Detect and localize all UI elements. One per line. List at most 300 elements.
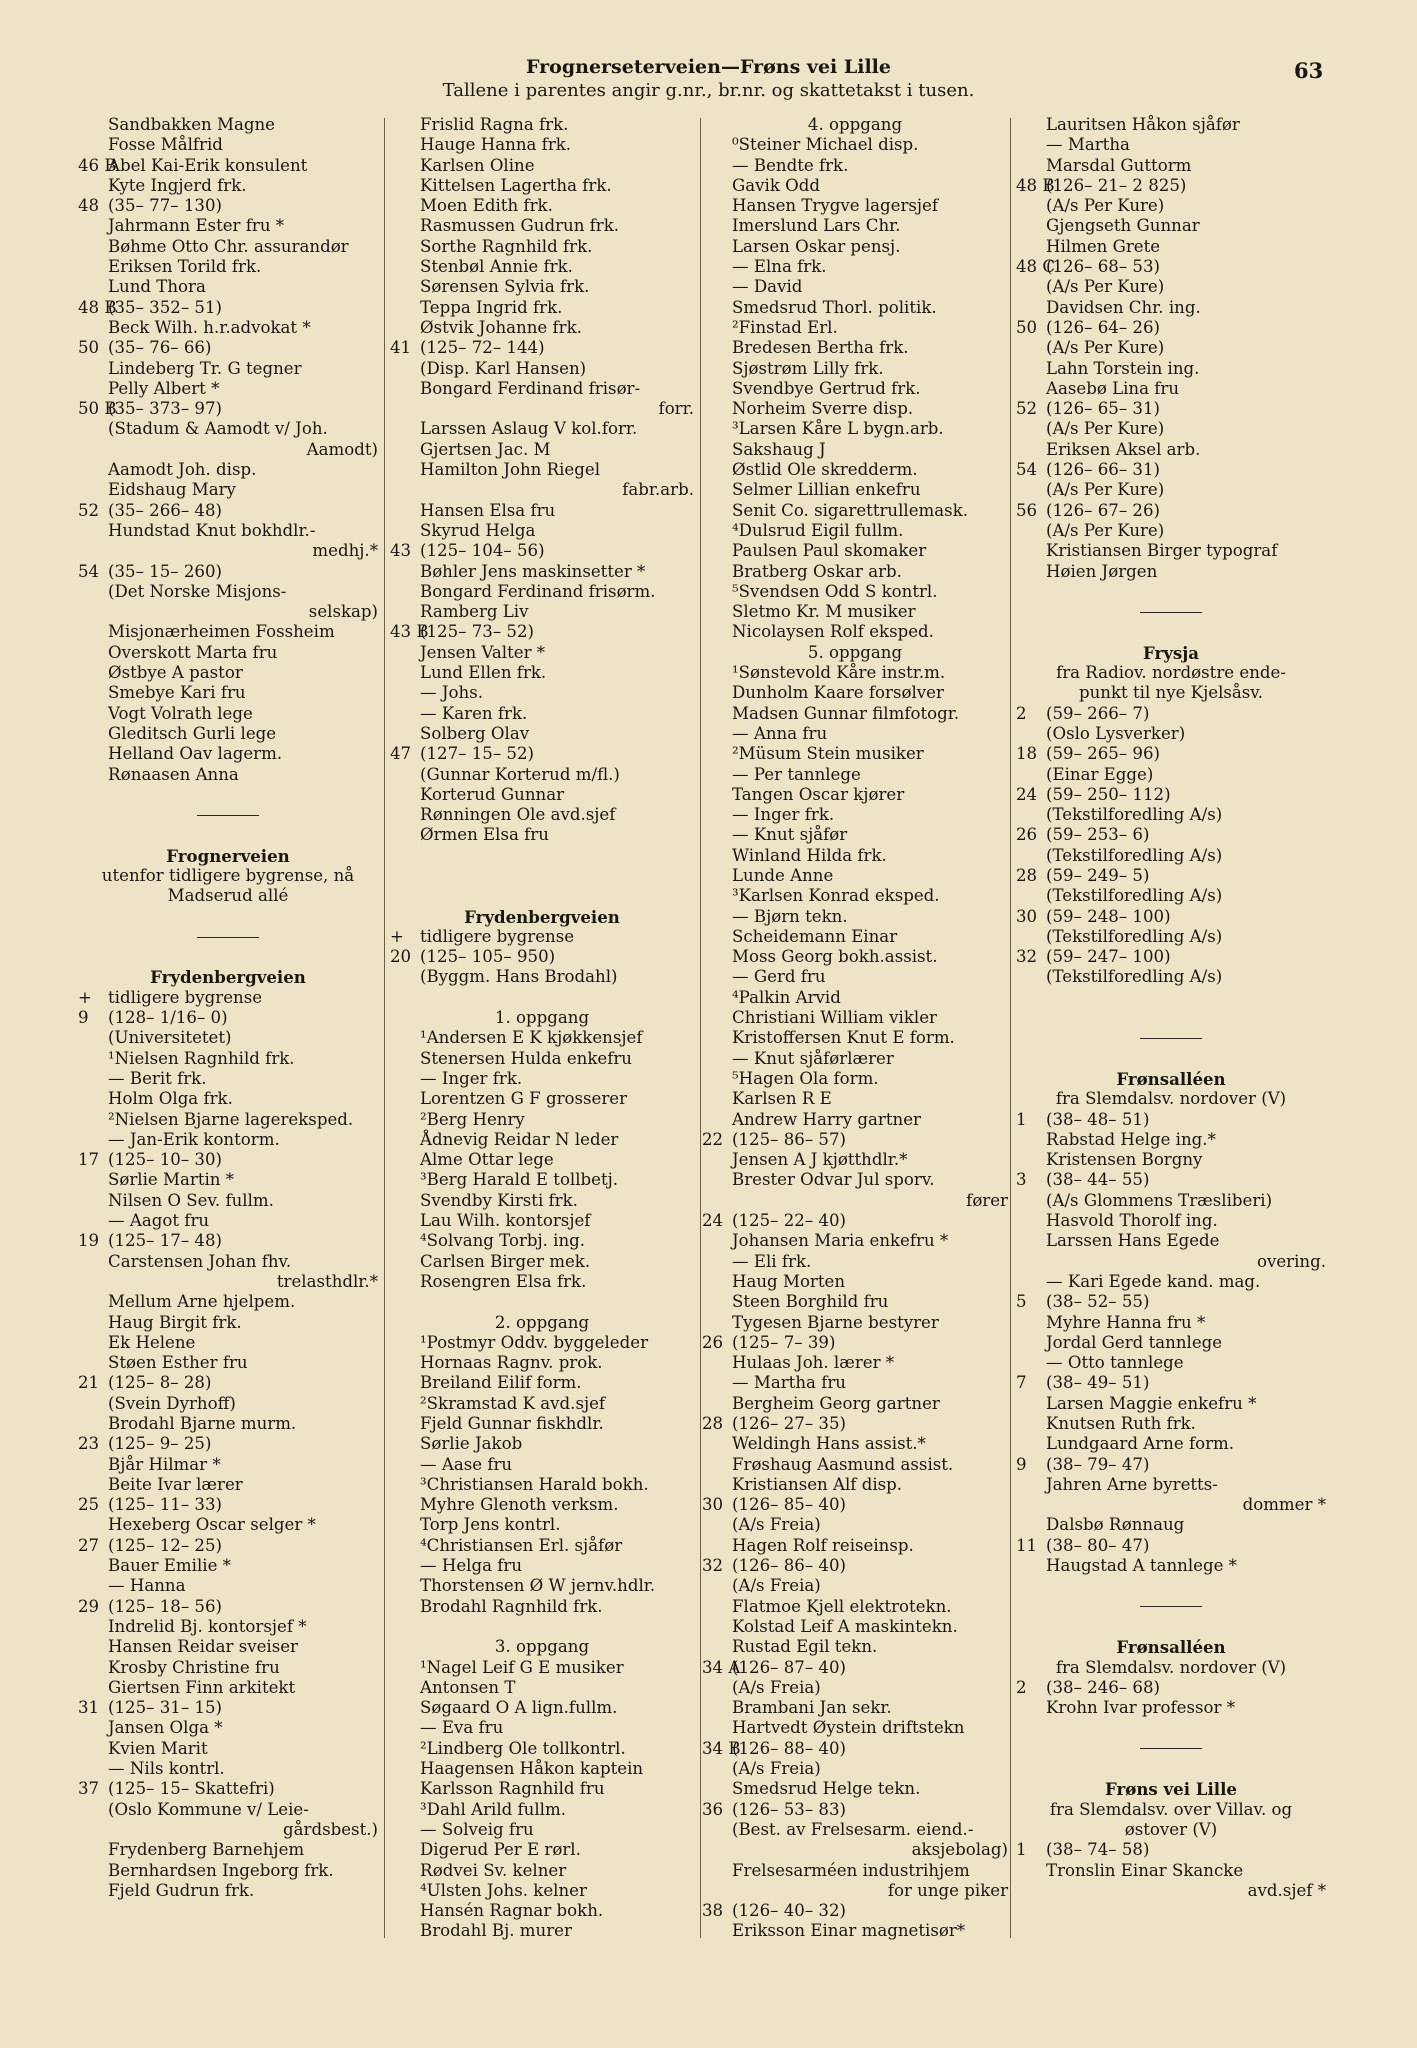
entry-text: — Aagot fru	[108, 1211, 210, 1231]
entry-text: Hagen Rolf reiseinsp.	[732, 1535, 914, 1555]
resident-entry	[1016, 1150, 1326, 1170]
entry-text: Eriksen Torild frk.	[108, 257, 262, 277]
entry-text: Indrelid Bj. kontorsjef *	[108, 1616, 307, 1636]
house-number: 43	[390, 541, 412, 561]
entry-text: Lund Thora	[108, 277, 206, 297]
entry-text: (126– 66– 31)	[1046, 460, 1160, 480]
address-entry	[1016, 318, 1326, 338]
resident-entry	[702, 298, 1008, 318]
entry-text: Østlid Ole skredderm.	[732, 460, 918, 480]
resident-entry	[702, 663, 1008, 683]
address-entry	[702, 1495, 1008, 1515]
resident-entry	[702, 277, 1008, 297]
entry-text: tidligere bygrense	[420, 926, 575, 946]
directory-column-3	[702, 115, 1008, 1942]
entry-text: — Inger frk.	[420, 1068, 523, 1088]
resident-entry	[1016, 156, 1326, 176]
entry-text: Rasmussen Gudrun frk.	[420, 216, 620, 236]
resident-entry	[702, 1150, 1008, 1170]
address-entry	[78, 338, 378, 358]
spacer	[78, 907, 378, 927]
resident-entry	[702, 501, 1008, 521]
entry-text: Sørlie Jakob	[420, 1434, 523, 1454]
street-heading: Frognerveien	[166, 845, 290, 866]
spacer	[1016, 1617, 1326, 1637]
resident-entry	[702, 805, 1008, 825]
entry-text: Marsdal Guttorm	[1046, 155, 1192, 175]
spacer	[1016, 1576, 1326, 1596]
address-entry	[702, 1130, 1008, 1150]
entry-continuation-text: aksjebolag)	[911, 1840, 1008, 1860]
house-number: 21	[78, 1373, 100, 1393]
entry-text: Kristiansen Birger typograf	[1046, 541, 1278, 561]
address-entry	[78, 1008, 378, 1028]
resident-entry	[390, 1272, 694, 1292]
house-number: 31	[78, 1698, 100, 1718]
resident-entry	[390, 1170, 694, 1190]
resident-entry	[702, 846, 1008, 866]
entry-text: Winland Hilda frk.	[732, 845, 887, 865]
resident-entry	[702, 562, 1008, 582]
resident-entry	[1016, 1475, 1326, 1495]
entry-text: Haug Morten	[732, 1271, 846, 1291]
resident-entry	[702, 1617, 1008, 1637]
resident-entry	[702, 765, 1008, 785]
entry-text: Brambani Jan sekr.	[732, 1698, 892, 1718]
entry-text: Hilmen Grete	[1046, 236, 1161, 256]
resident-entry	[390, 765, 694, 785]
resident-entry	[1016, 886, 1326, 906]
entry-text: (126– 64– 26)	[1046, 317, 1160, 337]
entry-text: Lau Wilh. kontorsjef	[420, 1211, 591, 1231]
entry-continuation-text: trelasthdlr.*	[276, 1271, 378, 1291]
resident-entry	[390, 1861, 694, 1881]
resident-entry	[78, 1840, 378, 1860]
entry-continuation-text: dommer *	[1242, 1495, 1326, 1515]
entry-text: Holm Olga frk.	[108, 1089, 233, 1109]
resident-entry	[390, 825, 694, 845]
entry-text: Sletmo Kr. M musiker	[732, 602, 916, 622]
resident-entry	[1016, 298, 1326, 318]
resident-entry	[390, 1698, 694, 1718]
entry-text: — Knut sjåfør	[732, 825, 848, 845]
resident-entry	[702, 1678, 1008, 1698]
entry-text: ³Christiansen Harald bokh.	[420, 1474, 649, 1494]
resident-entry	[702, 1049, 1008, 1069]
house-number: 26	[1016, 825, 1038, 845]
resident-entry	[1016, 541, 1326, 561]
entry-continuation	[390, 399, 694, 419]
house-number: 24	[1016, 784, 1038, 804]
section-divider	[78, 805, 378, 825]
resident-entry	[78, 521, 378, 541]
house-number: 54	[78, 561, 100, 581]
entry-text: (38– 74– 58)	[1046, 1840, 1150, 1860]
entry-text: Flatmoe Kjell elektrotekn.	[732, 1596, 952, 1616]
resident-entry	[1016, 359, 1326, 379]
section-note: Madserud allé	[167, 886, 289, 906]
entry-text: Hansén Ragnar bokh.	[420, 1901, 604, 1921]
resident-entry	[390, 440, 694, 460]
resident-entry	[78, 1414, 378, 1434]
entry-text: Beite Ivar lærer	[108, 1474, 243, 1494]
house-number: 25	[78, 1495, 100, 1515]
address-entry	[702, 1800, 1008, 1820]
house-number: +	[390, 926, 404, 946]
entry-text: (35– 266– 48)	[108, 500, 222, 520]
resident-entry	[702, 379, 1008, 399]
resident-entry	[1016, 196, 1326, 216]
resident-entry	[390, 1739, 694, 1759]
resident-entry	[390, 1455, 694, 1475]
entry-text: — Per tannlege	[732, 764, 861, 784]
entry-text: — Martha	[1046, 135, 1130, 155]
house-number: 26	[702, 1332, 724, 1352]
entry-continuation	[1016, 1881, 1326, 1901]
entry-text: Korterud Gunnar	[420, 784, 565, 804]
entry-text: Rabstad Helge ing.*	[1046, 1129, 1216, 1149]
entry-text: (125– 9– 25)	[108, 1434, 212, 1454]
resident-entry	[702, 216, 1008, 236]
entry-text: (38– 48– 51)	[1046, 1109, 1150, 1129]
entry-text: (126– 68– 53)	[1046, 257, 1160, 277]
resident-entry	[702, 399, 1008, 419]
address-entry	[1016, 1536, 1326, 1556]
spacer	[390, 1292, 694, 1312]
entry-text: ²Finstad Erl.	[732, 317, 838, 337]
spacer	[1016, 1759, 1326, 1779]
house-number: 52	[1016, 399, 1038, 419]
resident-entry	[390, 1089, 694, 1109]
resident-entry	[78, 1049, 378, 1069]
entry-text: Ek Helene	[108, 1332, 196, 1352]
entry-text: Davidsen Chr. ing.	[1046, 297, 1201, 317]
entry-text: Kristensen Borgny	[1046, 1150, 1203, 1170]
resident-entry	[702, 1698, 1008, 1718]
resident-entry	[390, 967, 694, 987]
resident-entry	[702, 419, 1008, 439]
resident-entry	[702, 440, 1008, 460]
spacer	[390, 886, 694, 906]
entry-text: ⁵Svendsen Odd S kontrl.	[732, 581, 938, 601]
house-number: 7	[1016, 1373, 1027, 1393]
section-divider	[78, 927, 378, 947]
entry-text: Gjengseth Gunnar	[1046, 216, 1200, 236]
entry-text: (125– 73– 52)	[420, 622, 534, 642]
address-entry	[390, 338, 694, 358]
section-divider	[1016, 1739, 1326, 1759]
entry-text: Krosby Christine fru	[108, 1657, 280, 1677]
entry-text: Fjeld Gunnar fiskhdlr.	[420, 1414, 604, 1433]
address-entry	[1016, 460, 1326, 480]
resident-entry	[78, 1333, 378, 1353]
entry-text: ⁴Christiansen Erl. sjåfør	[420, 1535, 623, 1555]
entry-text: Jahren Arne byretts-	[1046, 1474, 1218, 1494]
resident-entry	[702, 1353, 1008, 1373]
resident-entry	[1016, 277, 1326, 297]
resident-entry	[390, 1434, 694, 1454]
resident-entry	[1016, 1272, 1326, 1292]
entry-text: ³Larsen Kåre L bygn.arb.	[732, 419, 944, 439]
entry-text: — Elna frk.	[732, 257, 827, 277]
entry-text: Tygesen Bjarne bestyrer	[732, 1312, 939, 1332]
entry-text: (59– 249– 5)	[1046, 865, 1150, 885]
resident-entry	[390, 704, 694, 724]
house-number: 11	[1016, 1535, 1038, 1555]
address-entry	[1016, 1170, 1326, 1190]
entry-text: — Martha fru	[732, 1373, 846, 1393]
resident-entry	[78, 683, 378, 703]
entry-text: Selmer Lillian enkefru	[732, 480, 921, 500]
resident-entry	[1016, 1434, 1326, 1454]
resident-entry	[78, 419, 378, 439]
resident-entry	[390, 1353, 694, 1373]
entry-text: Breiland Eilif form.	[420, 1373, 582, 1393]
house-number: 22	[702, 1129, 724, 1149]
resident-entry	[1016, 562, 1326, 582]
entry-text: Haug Birgit frk.	[108, 1312, 242, 1332]
entry-text: Larsen Oskar pensj.	[732, 236, 901, 256]
address-entry	[78, 1373, 378, 1393]
house-number: 2	[1016, 703, 1027, 723]
entry-text: (Oslo Lysverker)	[1046, 723, 1186, 743]
entry-text: Bongard Ferdinand frisørm.	[420, 581, 656, 601]
section-note: 1. oppgang	[494, 1008, 590, 1028]
entry-text: Mellum Arne hjelpem.	[108, 1292, 296, 1312]
house-number: 56	[1016, 500, 1038, 520]
resident-entry	[390, 298, 694, 318]
resident-entry	[78, 1718, 378, 1738]
resident-entry	[702, 1231, 1008, 1251]
house-number: 47	[390, 744, 412, 764]
entry-text: Bredesen Bertha frk.	[732, 338, 909, 358]
entry-text: (126– 87– 40)	[732, 1657, 846, 1677]
resident-entry	[702, 1292, 1008, 1312]
entry-text: Bratberg Oskar arb.	[732, 561, 902, 581]
address-entry	[390, 947, 694, 967]
house-number: 5	[1016, 1292, 1027, 1312]
entry-text: Larssen Hans Egede	[1046, 1231, 1220, 1251]
resident-entry	[1016, 419, 1326, 439]
entry-text: Rønaasen Anna	[108, 764, 239, 784]
entry-continuation-text: selskap)	[308, 602, 378, 622]
entry-text: Hexeberg Oscar selger *	[108, 1515, 316, 1535]
spacer	[1016, 988, 1326, 1008]
entry-text: Kyte Ingjerd frk.	[108, 175, 247, 195]
resident-entry	[390, 562, 694, 582]
entry-text: Eriksson Einar magnetisør*	[732, 1921, 966, 1941]
resident-entry	[702, 1779, 1008, 1799]
entry-text: (125– 11– 33)	[108, 1495, 222, 1515]
resident-entry	[702, 1921, 1008, 1941]
resident-entry	[390, 1414, 694, 1434]
resident-entry	[78, 1130, 378, 1150]
address-entry	[1016, 1292, 1326, 1312]
resident-entry	[390, 805, 694, 825]
resident-entry	[1016, 480, 1326, 500]
address-entry	[1016, 1455, 1326, 1475]
house-number: 1	[1016, 1109, 1027, 1129]
entry-continuation	[78, 440, 378, 460]
resident-entry	[702, 1394, 1008, 1414]
entry-text: Støen Esther fru	[108, 1353, 248, 1373]
resident-entry	[390, 216, 694, 236]
resident-entry	[390, 1150, 694, 1170]
entry-text: Gleditsch Gurli lege	[108, 723, 277, 743]
resident-entry	[78, 1455, 378, 1475]
entry-text: (Svein Dyrhoff)	[108, 1393, 236, 1413]
resident-entry	[78, 1800, 378, 1820]
entry-text: Haugstad A tannlege *	[1046, 1556, 1237, 1576]
entry-text: Larsen Maggie enkefru *	[1046, 1393, 1257, 1413]
entry-text: Hulaas Joh. lærer *	[732, 1353, 895, 1373]
section-note: 4. oppgang	[807, 115, 903, 134]
house-number: 30	[1016, 906, 1038, 926]
entry-text: Karlsen Oline	[420, 155, 535, 175]
spacer	[78, 825, 378, 845]
resident-entry	[390, 1901, 694, 1921]
entry-text: Skyrud Helga	[420, 520, 536, 540]
entry-text: Jensen A J kjøtthdlr.*	[732, 1150, 908, 1170]
entry-text: (125– 15– Skattefri)	[108, 1779, 275, 1799]
entry-text: (A/s Freia)	[732, 1677, 821, 1697]
house-number: 28	[702, 1414, 724, 1433]
entry-text: Torp Jens kontrl.	[420, 1515, 561, 1535]
entry-text: Nilsen O Sev. fullm.	[108, 1190, 274, 1210]
resident-entry	[78, 1515, 378, 1535]
resident-entry	[390, 1840, 694, 1860]
resident-entry	[702, 1455, 1008, 1475]
resident-entry	[702, 1536, 1008, 1556]
address-entry	[78, 562, 378, 582]
spacer	[1016, 1718, 1326, 1738]
resident-entry	[78, 1028, 378, 1048]
resident-entry	[702, 1373, 1008, 1393]
house-number: 29	[78, 1596, 100, 1616]
resident-entry	[702, 176, 1008, 196]
address-entry	[78, 1434, 378, 1454]
entry-text: — Aase fru	[420, 1454, 513, 1474]
entry-text: Smedsrud Helge tekn.	[732, 1779, 921, 1799]
entry-text: — Kari Egede kand. mag.	[1046, 1271, 1261, 1291]
entry-text: Bjår Hilmar *	[108, 1454, 221, 1474]
resident-entry	[702, 988, 1008, 1008]
entry-text: (35– 77– 130)	[108, 196, 222, 216]
directory-column-4	[1016, 115, 1326, 1901]
house-number: 52	[78, 500, 100, 520]
entry-continuation-text: forr.	[658, 399, 694, 419]
street-heading: Frøns vei Lille	[1105, 1779, 1237, 1800]
house-number: 37	[78, 1779, 100, 1799]
address-entry	[78, 1495, 378, 1515]
resident-entry	[78, 1881, 378, 1901]
spacer	[1016, 1049, 1326, 1069]
entry-continuation-text: avd.sjef *	[1247, 1880, 1326, 1900]
street-heading: Frønsalléen	[1116, 1068, 1226, 1089]
resident-entry	[390, 359, 694, 379]
section-note: punkt til nye Kjelsåsv.	[1079, 683, 1263, 703]
entry-text: Hartvedt Øystein driftstekn	[732, 1718, 965, 1738]
entry-text: (126– 67– 26)	[1046, 500, 1160, 520]
entry-continuation	[702, 1881, 1008, 1901]
resident-entry	[78, 582, 378, 602]
entry-text: (125– 10– 30)	[108, 1150, 222, 1170]
address-entry	[78, 1536, 378, 1556]
address-entry	[702, 1901, 1008, 1921]
resident-entry	[702, 1597, 1008, 1617]
entry-text: Frøshaug Aasmund assist.	[732, 1454, 954, 1474]
resident-entry	[702, 460, 1008, 480]
entry-text: Helland Oav lagerm.	[108, 744, 283, 764]
resident-entry	[390, 1130, 694, 1150]
entry-text: Kittelsen Lagertha frk.	[420, 175, 612, 195]
entry-text: (A/s Per Kure)	[1046, 338, 1165, 358]
resident-entry	[78, 359, 378, 379]
running-header-subtitle: Tallene i parentes angir g.nr., br.nr. og skattetakst i tusen.	[442, 80, 975, 101]
house-number: 23	[78, 1434, 100, 1454]
resident-entry	[702, 480, 1008, 500]
resident-entry	[702, 1069, 1008, 1089]
entry-text: Nicolaysen Rolf eksped.	[732, 622, 934, 642]
resident-entry	[390, 724, 694, 744]
resident-entry	[1016, 967, 1326, 987]
address-entry	[390, 541, 694, 561]
entry-text: Bernhardsen Ingeborg frk.	[108, 1860, 334, 1880]
resident-entry	[390, 1069, 694, 1089]
entry-text: ³Karlsen Konrad eksped.	[732, 886, 940, 906]
section-divider	[1016, 1597, 1326, 1617]
resident-entry	[702, 1028, 1008, 1048]
entry-text: ²Skramstad K avd.sjef	[420, 1393, 606, 1413]
house-number: 2	[1016, 1677, 1027, 1697]
entry-text: Senit Co. sigarettrullemask.	[732, 500, 969, 520]
entry-text: ⁴Ulsten Johs. kelner	[420, 1880, 587, 1900]
house-number: 3	[1016, 1170, 1027, 1190]
street-heading: Frydenbergveien	[150, 967, 306, 988]
entry-text: (Stadum & Aamodt v/ Joh.	[108, 419, 328, 439]
resident-entry	[1016, 237, 1326, 257]
resident-entry	[78, 277, 378, 297]
entry-text: (Gunnar Korterud m/fl.)	[420, 764, 620, 784]
house-number: 34 B	[702, 1738, 741, 1758]
entry-continuation	[78, 1820, 378, 1840]
spacer	[1016, 622, 1326, 642]
entry-text: Madsen Gunnar filmfotogr.	[732, 703, 960, 723]
resident-entry	[390, 501, 694, 521]
entry-continuation-text: gårdsbest.)	[283, 1819, 378, 1839]
resident-entry	[78, 1617, 378, 1637]
house-number: 48	[78, 196, 100, 216]
resident-entry	[78, 1211, 378, 1231]
resident-entry	[78, 480, 378, 500]
entry-text: ²Nielsen Bjarne lagereksped.	[108, 1109, 354, 1129]
entry-text: Frislid Ragna frk.	[420, 115, 569, 134]
resident-entry	[1016, 927, 1326, 947]
resident-entry	[702, 1475, 1008, 1495]
entry-text: Vogt Volrath lege	[108, 703, 253, 723]
resident-entry	[702, 1718, 1008, 1738]
entry-text: (125– 72– 144)	[420, 338, 545, 358]
entry-text: — Bendte frk.	[732, 155, 849, 175]
entry-text: Hornaas Ragnv. prok.	[420, 1353, 603, 1373]
entry-text: Brodahl Ragnhild frk.	[420, 1596, 603, 1616]
entry-text: Hamilton John Riegel	[420, 460, 600, 480]
address-entry	[1016, 907, 1326, 927]
resident-entry	[78, 216, 378, 236]
column-divider	[1010, 118, 1011, 1938]
entry-text: Lunde Anne	[732, 865, 834, 885]
entry-text: (125– 86– 57)	[732, 1129, 846, 1149]
